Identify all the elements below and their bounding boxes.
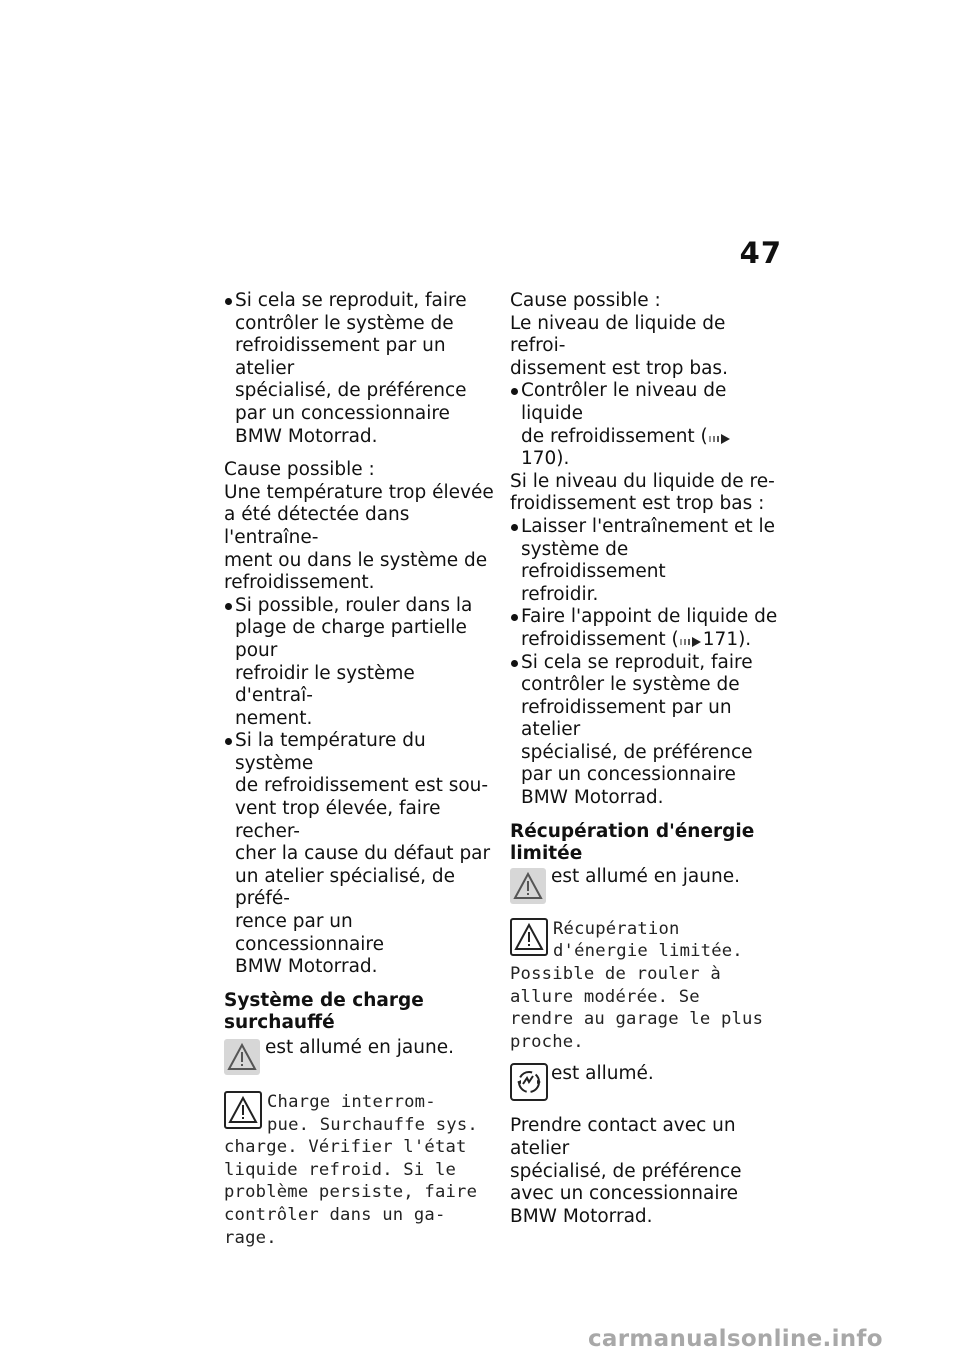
page-reference-arrow-icon	[679, 633, 703, 647]
display-line: rage.	[224, 1227, 277, 1248]
list-item	[510, 516, 778, 606]
text-line: froidissement est trop bas :	[510, 493, 765, 515]
text-line: spécialisé, de préférence	[521, 741, 753, 763]
bullet-dot	[511, 614, 518, 621]
text-line: par un concessionnaire	[235, 402, 450, 424]
text-line: avec un concessionnaire	[510, 1183, 739, 1205]
display-line: contrôler dans un ga-	[224, 1204, 446, 1225]
ref-prefix: refroidissement (	[521, 628, 679, 650]
text-line: Le niveau de liquide de refroi-	[510, 312, 726, 357]
page-reference[interactable]: 170).	[521, 448, 570, 470]
display-line: liquide refroid. Si le	[224, 1159, 457, 1180]
cause-label: Cause possible :	[510, 290, 661, 311]
bullet-dot	[225, 298, 232, 305]
right-column	[510, 290, 778, 1228]
list-item	[224, 730, 496, 979]
text-line	[521, 629, 778, 652]
list-item	[224, 595, 496, 731]
bullet-dot	[511, 388, 518, 395]
text-line: rence par un concessionnaire	[235, 911, 385, 955]
warning-triangle-outline-icon	[224, 1091, 262, 1129]
bullet-dot	[225, 603, 232, 610]
warning-triangle-grey-icon	[510, 868, 546, 904]
section-heading: limitée	[510, 843, 583, 865]
indicator-text: est allumé.	[551, 1063, 654, 1085]
left-column	[224, 290, 496, 1249]
indicator-row	[510, 866, 778, 906]
text-line: contrôler le système de	[521, 674, 740, 696]
page-reference-arrow-icon	[708, 430, 732, 444]
text-line	[521, 426, 778, 471]
text-line: refroidir.	[521, 583, 599, 605]
section-heading: Récupération d'énergie	[510, 820, 755, 842]
indicator-text: est allumé en jaune.	[265, 1037, 454, 1058]
text-line: refroidissement.	[224, 572, 375, 594]
text-line: BMW Motorrad.	[521, 787, 664, 809]
text-line: spécialisé, de préférence	[510, 1160, 742, 1182]
text-line: par un concessionnaire	[521, 764, 736, 786]
text-line: vent trop élevée, faire recher-	[235, 798, 441, 842]
text-line: refroidissement par un atelier	[521, 696, 732, 741]
text-line: refroidissement par un atelier	[235, 335, 446, 379]
display-message	[224, 1091, 496, 1136]
display-line: Récupération	[553, 918, 680, 939]
indicator-text: est allumé en jaune.	[551, 865, 740, 887]
text-line: Une température trop élevée	[224, 481, 494, 503]
display-line: rendre au garage le plus	[510, 1009, 764, 1030]
text-line: cher la cause du défaut par	[235, 843, 491, 865]
ref-prefix: de refroidissement (	[521, 425, 708, 447]
text-line: BMW Motorrad.	[235, 956, 378, 978]
text-line: ment ou dans le système de	[224, 549, 488, 571]
display-line: problème persiste, faire	[224, 1182, 478, 1203]
text-line: Si cela se reproduit, faire	[235, 290, 467, 311]
list-item	[510, 380, 778, 470]
cause-label: Cause possible :	[224, 459, 375, 481]
text-line: de refroidissement est sou-	[235, 775, 489, 797]
text-line: spécialisé, de préférence	[235, 380, 467, 402]
text-line: un atelier spécialisé, de préfé-	[235, 865, 456, 910]
text-line: a été détectée dans l'entraîne-	[224, 504, 410, 548]
text-line: refroidir le système d'entraî-	[235, 662, 415, 707]
display-line: charge. Vérifier l'état	[224, 1137, 467, 1158]
text-line: Si possible, rouler dans la	[235, 594, 473, 616]
indicator-row	[224, 1037, 496, 1077]
text-line: plage de charge partielle pour	[235, 617, 467, 661]
section-heading: Système de charge surchauffé	[224, 989, 424, 1034]
text-line: BMW Motorrad.	[510, 1205, 653, 1227]
text-line: nement.	[235, 707, 313, 729]
text-line: Contrôler le niveau de liquide	[521, 380, 727, 424]
bullet-dot	[511, 660, 518, 667]
display-line: d'énergie limitée.	[553, 941, 743, 962]
display-line: proche.	[510, 1031, 584, 1052]
display-message	[510, 918, 778, 963]
text-line: Laisser l'entraînement et le	[521, 515, 776, 537]
page-reference[interactable]: 171).	[702, 628, 752, 650]
page-number: 47	[739, 236, 782, 270]
bullet-dot	[511, 524, 518, 531]
text-line: Prendre contact avec un atelier	[510, 1115, 736, 1159]
warning-triangle-outline-icon	[510, 918, 548, 956]
text-line: contrôler le système de	[235, 312, 454, 334]
text-line: Si le niveau du liquide de re-	[510, 470, 775, 492]
display-line: Charge interrom-	[267, 1092, 436, 1112]
warning-triangle-grey-icon	[224, 1039, 260, 1075]
watermark: carmanualsonline.info	[588, 1326, 883, 1352]
recuperation-indicator-icon	[510, 1063, 548, 1101]
text-line: système de refroidissement	[521, 538, 666, 583]
display-line: pue. Surchauffe sys.	[267, 1114, 478, 1135]
text-line: Faire l'appoint de liquide de	[521, 606, 778, 628]
indicator-row	[510, 1063, 778, 1103]
list-item	[510, 606, 778, 651]
list-item	[224, 290, 496, 448]
text-line: BMW Motorrad.	[235, 425, 378, 447]
display-line: Possible de rouler à	[510, 964, 721, 985]
display-line: allure modérée. Se	[510, 986, 700, 1007]
text-line: dissement est trop bas.	[510, 357, 728, 379]
text-line: Si la température du système	[235, 730, 426, 774]
bullet-dot	[225, 738, 232, 745]
text-line: Si cela se reproduit, faire	[521, 651, 753, 673]
list-item	[510, 652, 778, 810]
